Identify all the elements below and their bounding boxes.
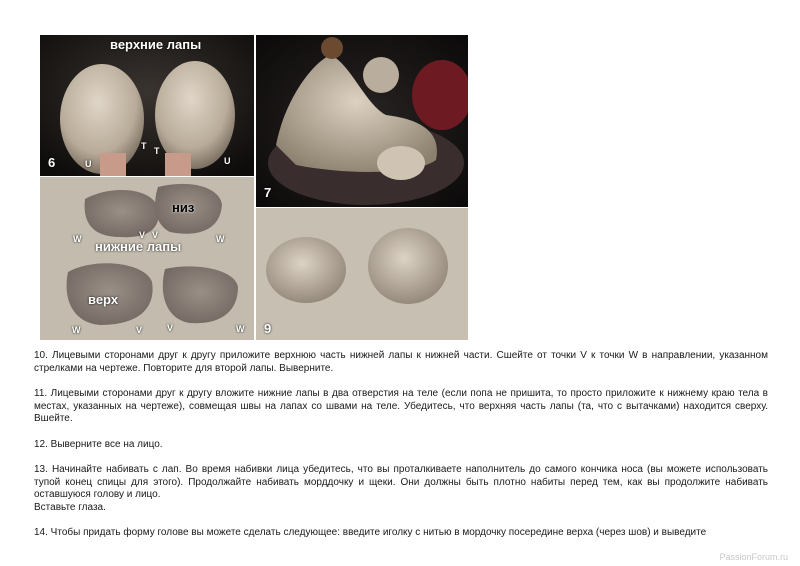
watermark: PassionForum.ru bbox=[719, 552, 788, 562]
photo-9-finished-paws bbox=[256, 208, 468, 340]
photo-8-mark-v-4: V bbox=[167, 323, 174, 333]
photo-7-number: 7 bbox=[264, 185, 272, 200]
paragraph-step-14: 14. Чтобы придать форму голове вы можете сделать следующее: введите иголку с нитью в мордочку посередине верха (через шов) и выведите bbox=[34, 527, 707, 538]
photo-8-mark-w-1: W bbox=[73, 234, 82, 244]
photo-6-mark-t-left: T bbox=[141, 141, 147, 151]
photo-9-number: 9 bbox=[264, 321, 272, 336]
photo-8-lower-paws bbox=[40, 177, 254, 340]
photo-6-mark-u-left: U bbox=[85, 159, 92, 169]
paragraph-step-10: 10. Лицевыми сторонами друг к другу приложите верхнюю часть нижней лапы к нижней части. Сшейте от точки V к точки W в направлении, указанном стрелками на чертеже. Повторите для второй лапы. Выверните. bbox=[34, 350, 768, 374]
photo-6-title: верхние лапы bbox=[110, 37, 202, 52]
photo-6-number: 6 bbox=[48, 155, 56, 170]
photo-8-mark-v-3: V bbox=[136, 325, 143, 335]
paragraph-step-13: 13. Начинайте набивать с лап. Во время набивки лица убедитесь, что вы проталкиваете наполнитель до самого кончика носа (вы можете использовать тупой конец спицы для этого). Продолжайте набивать морддочку и щеки. Они должны быть плотно набиты перед тем, как вы продолжите набивать оставшуюся голову и лицо. bbox=[34, 464, 768, 500]
instructions-text bbox=[34, 350, 768, 553]
photo-6-mark-t-right: T bbox=[154, 146, 160, 156]
photo-8-label-lower-paws: нижние лапы bbox=[95, 239, 182, 254]
photo-6-mark-u-right: U bbox=[224, 156, 231, 166]
photo-8-label-bottom-part: низ bbox=[172, 200, 195, 215]
paragraph-step-11: 11. Лицевыми сторонами друг к другу вложите нижние лапы в два отверстия на теле (если попа не пришита, то просто приложите к нижнему краю тела в местах, указанных на чертеже), совмещая швы на лапах со швами на теле. Убедитесь, что верхняя часть лапы (та, что с вытачками) находится сверху. Вшейте. bbox=[34, 388, 768, 424]
photo-8-mark-w-2: W bbox=[216, 234, 225, 244]
photo-8-mark-w-4: W bbox=[236, 324, 245, 334]
paragraph-step-12: 12. Выверните все на лицо. bbox=[34, 438, 163, 450]
photo-8-mark-v-1: V bbox=[139, 230, 146, 240]
paragraph-insert-eyes: Вставьте глаза. bbox=[34, 501, 106, 513]
photo-8-label-top-part: верх bbox=[88, 292, 119, 307]
photo-6-upper-paws bbox=[40, 35, 254, 176]
photo-8-image bbox=[40, 177, 254, 340]
photo-9-image bbox=[256, 208, 468, 340]
photo-8-mark-w-3: W bbox=[72, 325, 81, 335]
photo-8-mark-v-2: V bbox=[152, 230, 159, 240]
photo-6-image bbox=[40, 35, 254, 176]
photo-7-body bbox=[256, 35, 468, 207]
photo-7-image bbox=[256, 35, 468, 207]
